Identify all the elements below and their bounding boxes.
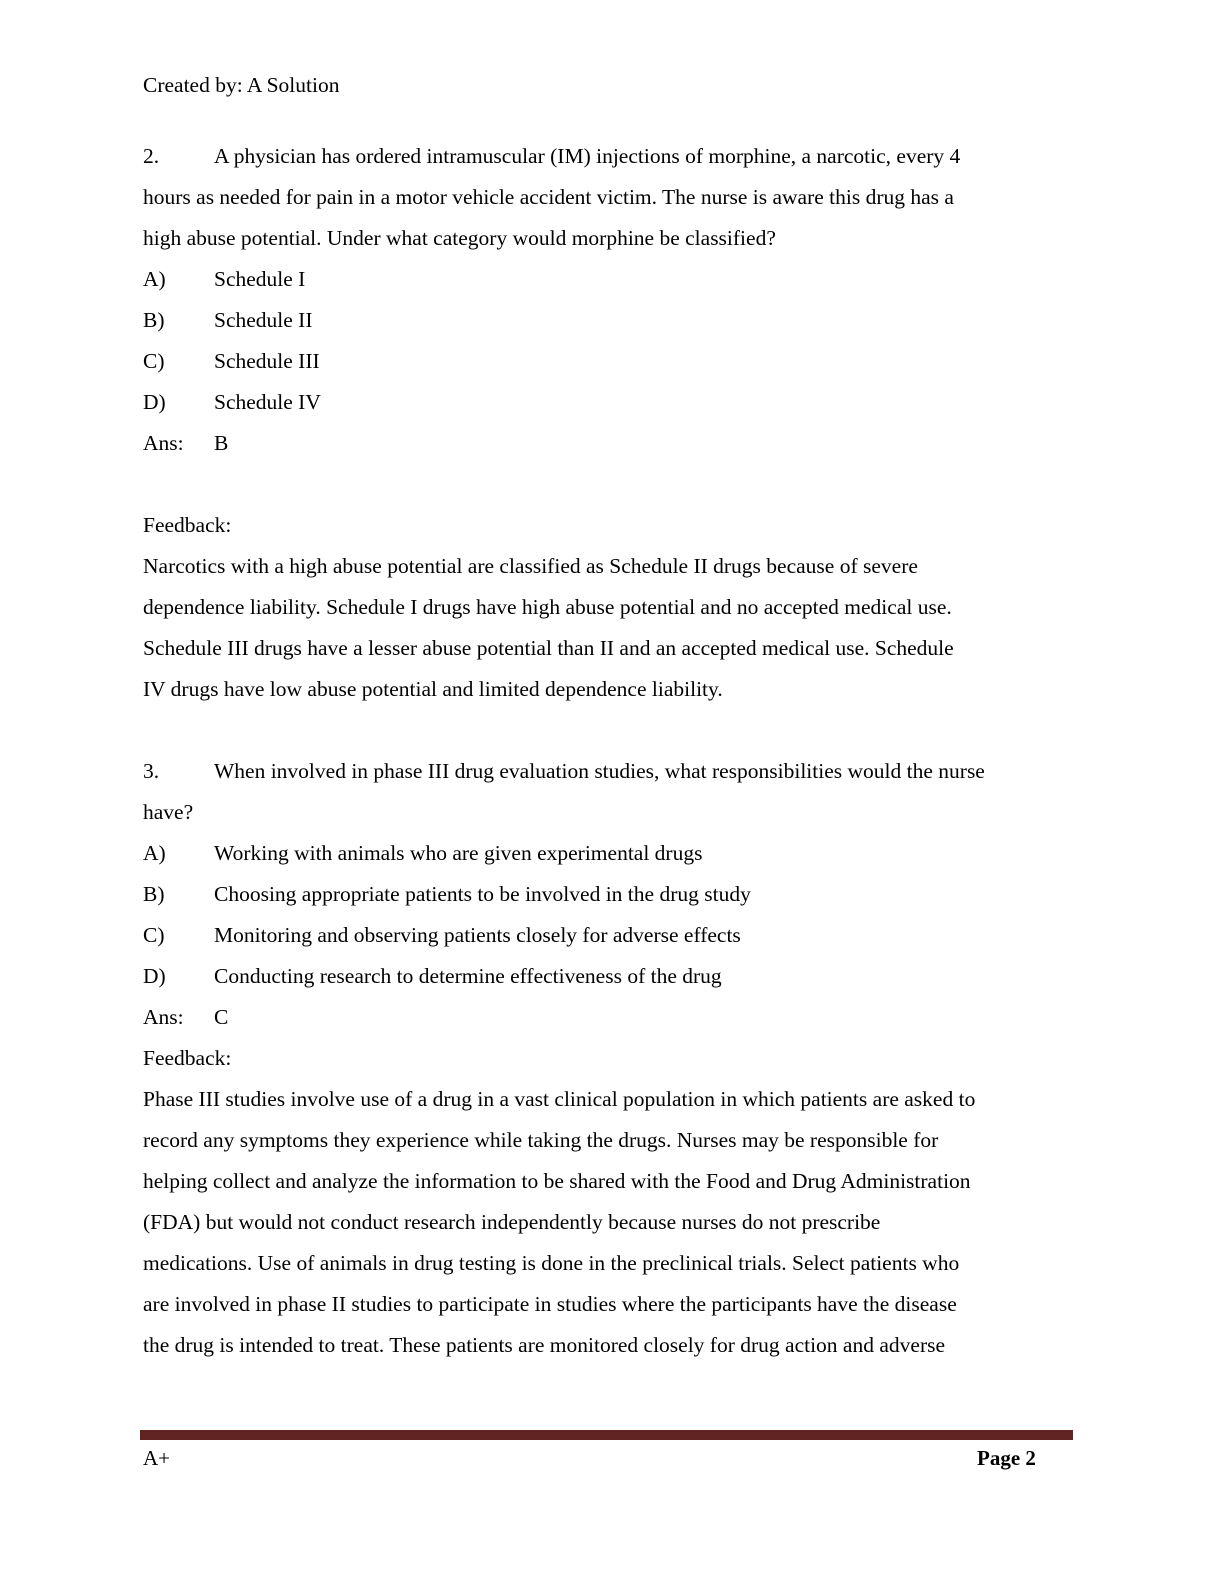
feedback-line: Phase III studies involve use of a drug in a vast clinical population in which patients are asked to [143, 1087, 976, 1111]
question-number: 3. [143, 759, 160, 783]
footer-divider [140, 1430, 1073, 1440]
question-stem-line: hours as needed for pain in a motor vehicle accident victim. The nurse is aware this drug has a [143, 185, 954, 209]
feedback-line: are involved in phase II studies to participate in studies where the participants have the disease [143, 1292, 957, 1316]
feedback-line: dependence liability. Schedule I drugs have high abuse potential and no accepted medical use. [143, 595, 952, 619]
created-by-header: Created by: A Solution [143, 73, 340, 97]
answer-value: C [214, 1005, 229, 1029]
question-number: 2. [143, 144, 160, 168]
question-stem-line: high abuse potential. Under what category would morphine be classified? [143, 226, 776, 250]
feedback-line: (FDA) but would not conduct research independently because nurses do not prescribe [143, 1210, 881, 1234]
feedback-line: IV drugs have low abuse potential and limited dependence liability. [143, 677, 723, 701]
feedback-line: record any symptoms they experience while taking the drugs. Nurses may be responsible for [143, 1128, 939, 1152]
feedback-label: Feedback: [143, 1046, 232, 1070]
feedback-label: Feedback: [143, 513, 232, 537]
footer-grade: A+ [143, 1446, 171, 1470]
feedback-line: Schedule III drugs have a lesser abuse potential than II and an accepted medical use. Schedule [143, 636, 954, 660]
feedback-line: Narcotics with a high abuse potential are classified as Schedule II drugs because of severe [143, 554, 918, 578]
feedback-line: the drug is intended to treat. These patients are monitored closely for drug action and adverse [143, 1333, 946, 1357]
question-stem-line: have? [143, 800, 194, 824]
feedback-line: medications. Use of animals in drug testing is done in the preclinical trials. Select patients who [143, 1251, 960, 1275]
answer-value: B [214, 431, 229, 455]
feedback-line: helping collect and analyze the information to be shared with the Food and Drug Administration [143, 1169, 971, 1193]
page-number: Page 2 [977, 1446, 1036, 1470]
